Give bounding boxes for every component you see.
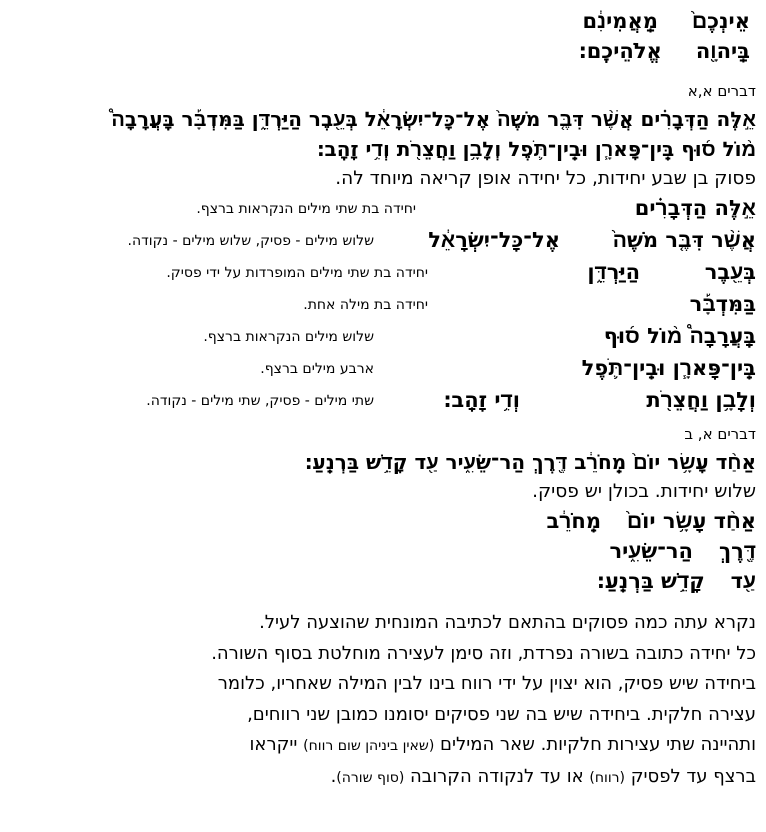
unit-row: [10, 506, 756, 536]
unit-text-after-comma: הַר־שֵׂעִ֑יר: [609, 539, 693, 563]
unit-text: בֵּֽין־פָּארָ֧ן וּבֵֽין־תֹּ֛פֶל: [581, 356, 756, 380]
unit-row: [10, 321, 756, 353]
paragraph-line: [10, 730, 756, 762]
paragraph-line: ביחידה שיש פסיק, הוא יצוין על ידי רווח בינו לבין המילה שאחריו, כלומר: [217, 673, 756, 694]
unit-row: [10, 385, 756, 417]
opener-word: אֱלֹהֵיכֶֽם׃: [578, 39, 662, 63]
section-intro: שלוש יחידות. בכולן יש פסיק.: [532, 481, 756, 502]
paragraph-text: או עד לנקודה הקרובה: [404, 765, 590, 787]
unit-description: שלוש מילים הנקראות ברצף.: [203, 329, 374, 345]
parenthetical-note: (שאין ביניהן שום רווח): [303, 738, 435, 754]
units-list: [10, 506, 756, 596]
paragraph-text: ייקראו: [249, 734, 304, 755]
opener-line-2: [10, 36, 750, 66]
unit-row: [10, 193, 756, 225]
units-list: [10, 193, 756, 417]
unit-text: וְלָבָ֥ן וַחֲצֵרֹ֖ת: [646, 388, 756, 412]
verse-reference: דברים א,א: [687, 82, 756, 100]
closing-paragraph: [10, 608, 756, 793]
document-page: [10, 6, 756, 793]
paragraph-line: כל יחידה כתובה בשורה נפרדת, וזה סימן לעצירה מוחלטת בסוף השורה.: [211, 642, 756, 664]
paragraph-text: ברצף עד לפסיק: [625, 765, 756, 787]
unit-row: [10, 289, 756, 321]
unit-text: אֲשֶׁ֨ר דִּבֶּ֤ר מֹשֶׁה֙: [612, 228, 756, 252]
unit-description: שלוש מילים - פסיק, שלוש מילים - נקודה.: [127, 233, 374, 249]
section-deut-1-2: [10, 421, 756, 596]
unit-description: יחידה בת שתי מילים המופרדות על ידי פסיק.: [166, 265, 428, 281]
unit-text: דֶּ֖רֶךְ: [719, 539, 756, 563]
unit-row: [10, 536, 756, 566]
paragraph-text: ותהיינה שתי עצירות חלקיות. שאר המילים: [434, 734, 756, 755]
verse-line: אַחַ֨ד עָשָׂ֥ר יוֹם֙ מֵֽחֹרֵ֔ב דֶּ֖רֶךְ הַר־שֵׂעִ֑יר עַ֖ד קָדֵ֥שׁ בַּרְנֵֽעַ׃: [304, 450, 756, 474]
unit-row: [10, 225, 756, 257]
opener-word: אֵינְכֶם֙: [691, 9, 750, 33]
unit-text-after-comma: אֶל־כָּל־יִשְׂרָאֵ֔ל: [428, 228, 560, 252]
unit-description: יחידה בת שתי מילים הנקראות ברצף.: [196, 201, 416, 217]
unit-text: בָּֽעֲרָבָה֩ מ֨וֹל ס֜וּף: [603, 324, 756, 348]
unit-text: אַחַ֨ד עָשָׂ֥ר יוֹם֙: [627, 509, 756, 533]
paragraph-text: .: [330, 765, 337, 787]
opener-word: מַֽאֲמִינִ֔ם: [582, 9, 658, 33]
unit-text-after-comma: מֵֽחֹרֵ֔ב: [546, 509, 602, 533]
section-intro: פסוק בן שבע יחידות, כל יחידה אופן קריאה מיוחד לה.: [335, 168, 756, 189]
unit-description: ארבע מילים ברצף.: [260, 361, 374, 377]
unit-description: יחידה בת מילה אחת.: [303, 297, 428, 313]
opener-word: בַּֽיהוָ֖ה: [695, 39, 750, 63]
unit-text: בְּעֵ֖בֶר: [704, 260, 756, 284]
parenthetical-note: (סוף שורה): [336, 769, 405, 786]
verse-line-2: מ֨וֹל ס֜וּף בֵּֽין־פָּארָ֧ן וּבֵֽין־תֹּ֛פֶל וְלָבָ֥ן וַחֲצֵרֹ֖ת וְדִ֥י זָהָֽב׃: [317, 137, 756, 161]
unit-text-after-comma: וְדִ֥י זָהָֽב׃: [443, 388, 520, 412]
paragraph-line: עצירה חלקית. ביחידה שיש בה שני פסיקים יסומנו כמובן שני רווחים,: [247, 703, 756, 725]
unit-description: שתי מילים - פסיק, שתי מילים - נקודה.: [146, 393, 374, 409]
unit-row: [10, 257, 756, 289]
paragraph-line: [10, 762, 756, 794]
paragraph-line: נקרא עתה כמה פסוקים בהתאם לכתיבה המונחית שהוצעה לעיל.: [259, 612, 756, 633]
unit-text-after-comma: קָדֵ֥שׁ בַּרְנֵֽעַ׃: [597, 569, 705, 593]
unit-row: [10, 353, 756, 385]
parenthetical-note: (רווח): [589, 769, 626, 786]
unit-text: עַ֖ד: [730, 569, 756, 593]
section-deut-1-1: [10, 78, 756, 417]
unit-text: אֵ֣לֶּה הַדְּבָרִ֗ים: [634, 196, 756, 220]
opener-line-1: [10, 6, 750, 36]
verse-reference: דברים א, ב: [684, 425, 756, 443]
verse-line-1: אֵ֣לֶּה הַדְּבָרִ֗ים אֲשֶׁ֨ר דִּבֶּ֤ר מֹשֶׁה֙ אֶל־כָּל־יִשְׂרָאֵ֔ל בְּעֵ֖בֶר הַיַּרְדֵּ֑ן בַּמִּדְבָּ֡ר בָּֽעֲרָבָה֩: [111, 107, 756, 131]
unit-text: בַּמִּדְבָּ֡ר: [689, 292, 756, 316]
unit-text-after-comma: הַיַּרְדֵּ֑ן: [587, 260, 640, 284]
opener-block: [10, 6, 756, 70]
unit-row: [10, 566, 756, 596]
